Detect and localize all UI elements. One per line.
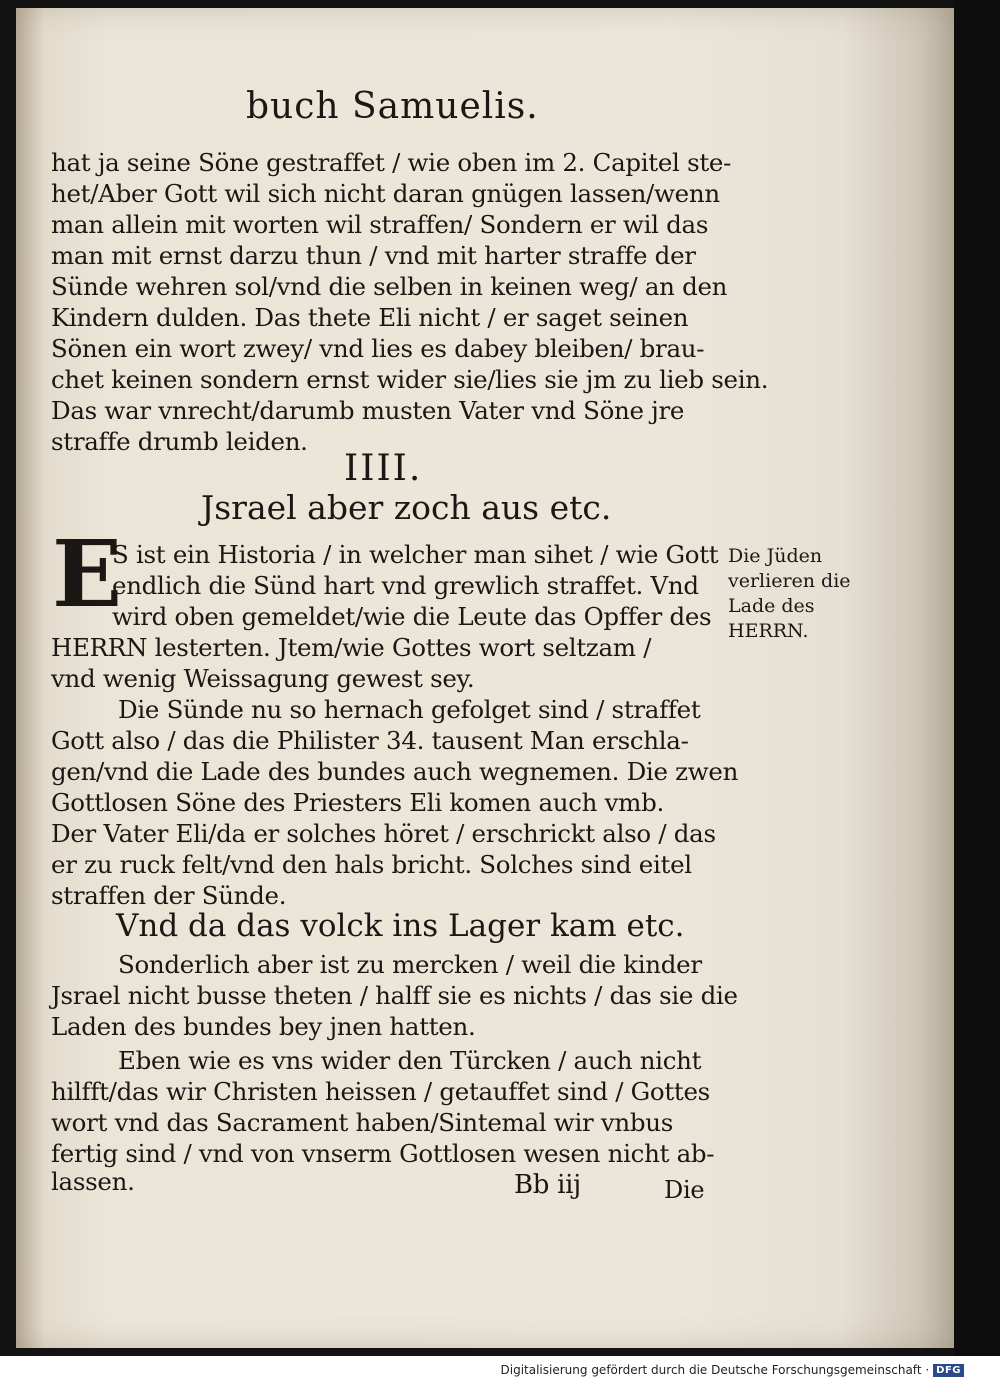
text-line: wird oben gemeldet/wie die Leute das Opffer des	[112, 602, 712, 631]
text-line: hilfft/das wir Christen heissen / getauffet sind / Gottes	[51, 1077, 710, 1106]
text-line: wort vnd das Sacrament haben/Sintemal wir vnbus	[51, 1108, 674, 1137]
text-line: hat ja seine Söne gestraffet / wie oben im 2. Capitel ste-	[51, 148, 732, 177]
catchword: Die	[664, 1176, 705, 1204]
text-line: man mit ernst darzu thun / vnd mit harter straffe der	[51, 241, 696, 270]
text-line: Sonderlich aber ist zu mercken / weil die kinder	[118, 950, 702, 979]
text-line: endlich die Sünd hart vnd grewlich straffet. Vnd	[112, 571, 699, 600]
scan-edge	[954, 0, 1000, 1356]
text-line: Der Vater Eli/da er solches höret / erschrickt also / das	[51, 819, 716, 848]
text-line: gen/vnd die Lade des bundes auch wegnemen. Die zwen	[51, 757, 739, 786]
text-line: Gottlosen Söne des Priesters Eli komen auch vmb.	[51, 788, 664, 817]
funding-credit: Digitalisierung gefördert durch die Deutsche Forschungsgemeinschaft ·	[500, 1363, 930, 1377]
drop-cap: E	[52, 520, 123, 628]
dfg-logo-icon: DFG	[933, 1364, 964, 1377]
text-line: Kindern dulden. Das thete Eli nicht / er saget seinen	[51, 303, 689, 332]
text-line: Das war vnrecht/darumb musten Vater vnd Söne jre	[51, 396, 685, 425]
text-line: Jsrael nicht busse theten / halff sie es nichts / das sie die	[51, 981, 738, 1010]
running-head: buch Samuelis.	[246, 86, 539, 127]
section-heading: Jsrael aber zoch aus etc.	[201, 488, 612, 527]
text-line: Laden des bundes bey jnen hatten.	[51, 1012, 476, 1041]
text-line: HERRN lesterten. Jtem/wie Gottes wort seltzam /	[51, 633, 652, 662]
chapter-number: IIII.	[344, 448, 423, 489]
margin-note-line: Lade des	[728, 595, 815, 617]
text-line: straffen der Sünde.	[51, 881, 287, 910]
margin-note-line: HERRN.	[728, 620, 809, 642]
text-line: Sönen ein wort zwey/ vnd lies es dabey bleiben/ brau-	[51, 334, 705, 363]
section-heading: Vnd da das volck ins Lager kam etc.	[116, 908, 685, 944]
text-line: S ist ein Historia / in welcher man sihet / wie Gott	[112, 540, 719, 569]
text-line: Eben wie es vns wider den Türcken / auch nicht	[118, 1046, 702, 1075]
text-line: vnd wenig Weissagung gewest sey.	[51, 664, 475, 693]
text-line: man allein mit worten wil straffen/ Sondern er wil das	[51, 210, 709, 239]
margin-note-line: verlieren die	[728, 570, 851, 592]
text-line: chet keinen sondern ernst wider sie/lies sie jm zu lieb sein.	[51, 365, 769, 394]
text-line: straffe drumb leiden.	[51, 427, 308, 456]
text-line: er zu ruck felt/vnd den hals bricht. Solches sind eitel	[51, 850, 692, 879]
text-line: het/Aber Gott wil sich nicht daran gnügen lassen/wenn	[51, 179, 720, 208]
margin-note-line: Die Jüden	[728, 545, 823, 567]
text-line: Die Sünde nu so hernach gefolget sind / straffet	[118, 695, 701, 724]
text-line: lassen.	[51, 1167, 135, 1196]
book-page	[16, 8, 954, 1348]
text-line: Sünde wehren sol/vnd die selben in keinen weg/ an den	[51, 272, 728, 301]
text-line: Gott also / das die Philister 34. tausent Man erschla-	[51, 726, 689, 755]
footer-credit	[501, 1363, 964, 1377]
signature-mark: Bb iij	[514, 1170, 581, 1200]
text-line: fertig sind / vnd von vnserm Gottlosen wesen nicht ab-	[51, 1139, 715, 1168]
